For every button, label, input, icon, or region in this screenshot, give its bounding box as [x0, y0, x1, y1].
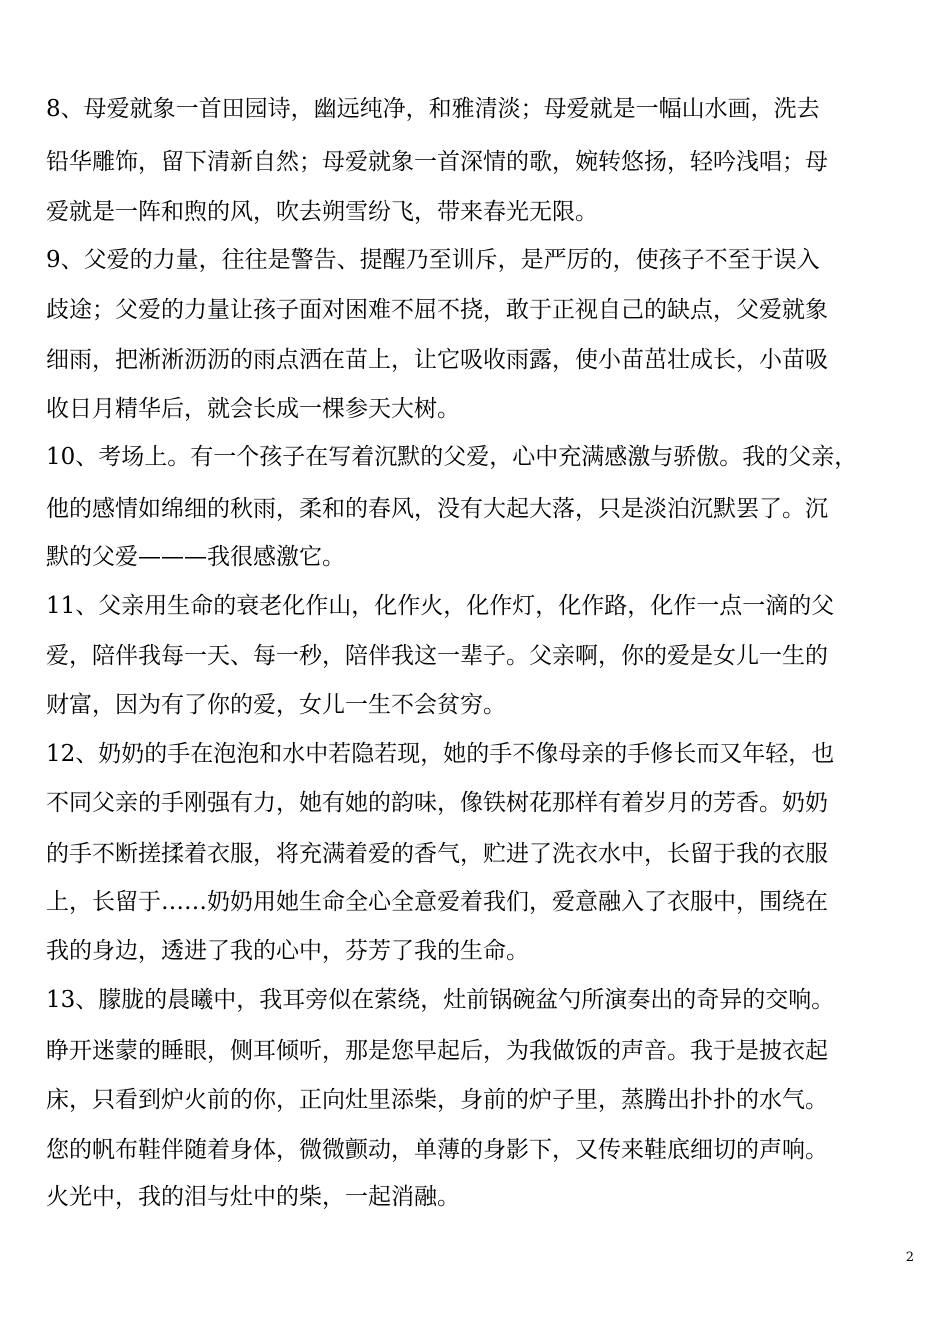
text-line: 歧途；父爱的力量让孩子面对困难不屈不挠，敢于正视自己的缺点，父爱就象 [46, 297, 828, 323]
text-line: 我的身边，透进了我的心中，芬芳了我的生命。 [46, 938, 529, 964]
text-line: 爱就是一阵和煦的风，吹去朔雪纷飞，带来春光无限。 [46, 199, 598, 225]
text-line: 13、朦胧的晨曦中，我耳旁似在萦绕，灶前锅碗盆勺所演奏出的奇异的交响。 [46, 987, 835, 1013]
text-line: 不同父亲的手刚强有力，她有她的韵味，像铁树花那样有着岁月的芳香。奶奶 [46, 790, 828, 816]
text-line: 火光中，我的泪与灶中的柴，一起消融。 [46, 1184, 460, 1210]
text-line: 收日月精华后，就会长成一棵参天大树。 [46, 396, 460, 422]
text-line: 的手不断搓揉着衣服，将充满着爱的香气，贮进了洗衣水中，长留于我的衣服 [46, 841, 828, 867]
text-line: 床，只看到炉火前的你，正向灶里添柴，身前的炉子里，蒸腾出扑扑的水气。 [46, 1087, 828, 1113]
text-line: 10、考场上。有一个孩子在写着沉默的父爱，心中充满感激与骄傲。我的父亲， [46, 444, 858, 470]
text-line: 铅华雕饰，留下清新自然；母爱就象一首深情的歌，婉转悠扬，轻吟浅唱；母 [46, 149, 828, 175]
text-line: 上，长留于……奶奶用她生命全心全意爱着我们，爱意融入了衣服中，围绕在 [46, 889, 828, 915]
text-line: 9、父爱的力量，往往是警告、提醒乃至训斥，是严厉的，使孩子不至于误入 [46, 247, 820, 273]
text-line: 11、父亲用生命的衰老化作山，化作火，化作灯，化作路，化作一点一滴的父 [46, 593, 835, 619]
text-line: 您的帆布鞋伴随着身体，微微颤动，单薄的身影下，又传来鞋底细切的声响。 [46, 1137, 828, 1163]
text-line: 财富，因为有了你的爱，女儿一生不会贫穷。 [46, 692, 506, 718]
text-line: 默的父爱———我很感激它。 [46, 544, 345, 570]
text-line: 他的感情如绵细的秋雨，柔和的春风，没有大起大落，只是淡泊沉默罢了。沉 [46, 496, 828, 522]
text-line: 爱，陪伴我每一天、每一秒，陪伴我这一辈子。父亲啊，你的爱是女儿一生的 [46, 643, 828, 669]
page-number: 2 [905, 1250, 914, 1265]
text-line: 细雨，把淅淅沥沥的雨点洒在苗上，让它吸收雨露，使小苗茁壮成长，小苗吸 [46, 347, 828, 373]
text-line: 睁开迷蒙的睡眼，侧耳倾听，那是您早起后，为我做饭的声音。我于是披衣起 [46, 1038, 828, 1064]
text-line: 12、奶奶的手在泡泡和水中若隐若现，她的手不像母亲的手修长而又年轻，也 [46, 741, 835, 767]
text-line: 8、母爱就象一首田园诗，幽远纯净，和雅清淡；母爱就是一幅山水画，洗去 [46, 96, 820, 122]
